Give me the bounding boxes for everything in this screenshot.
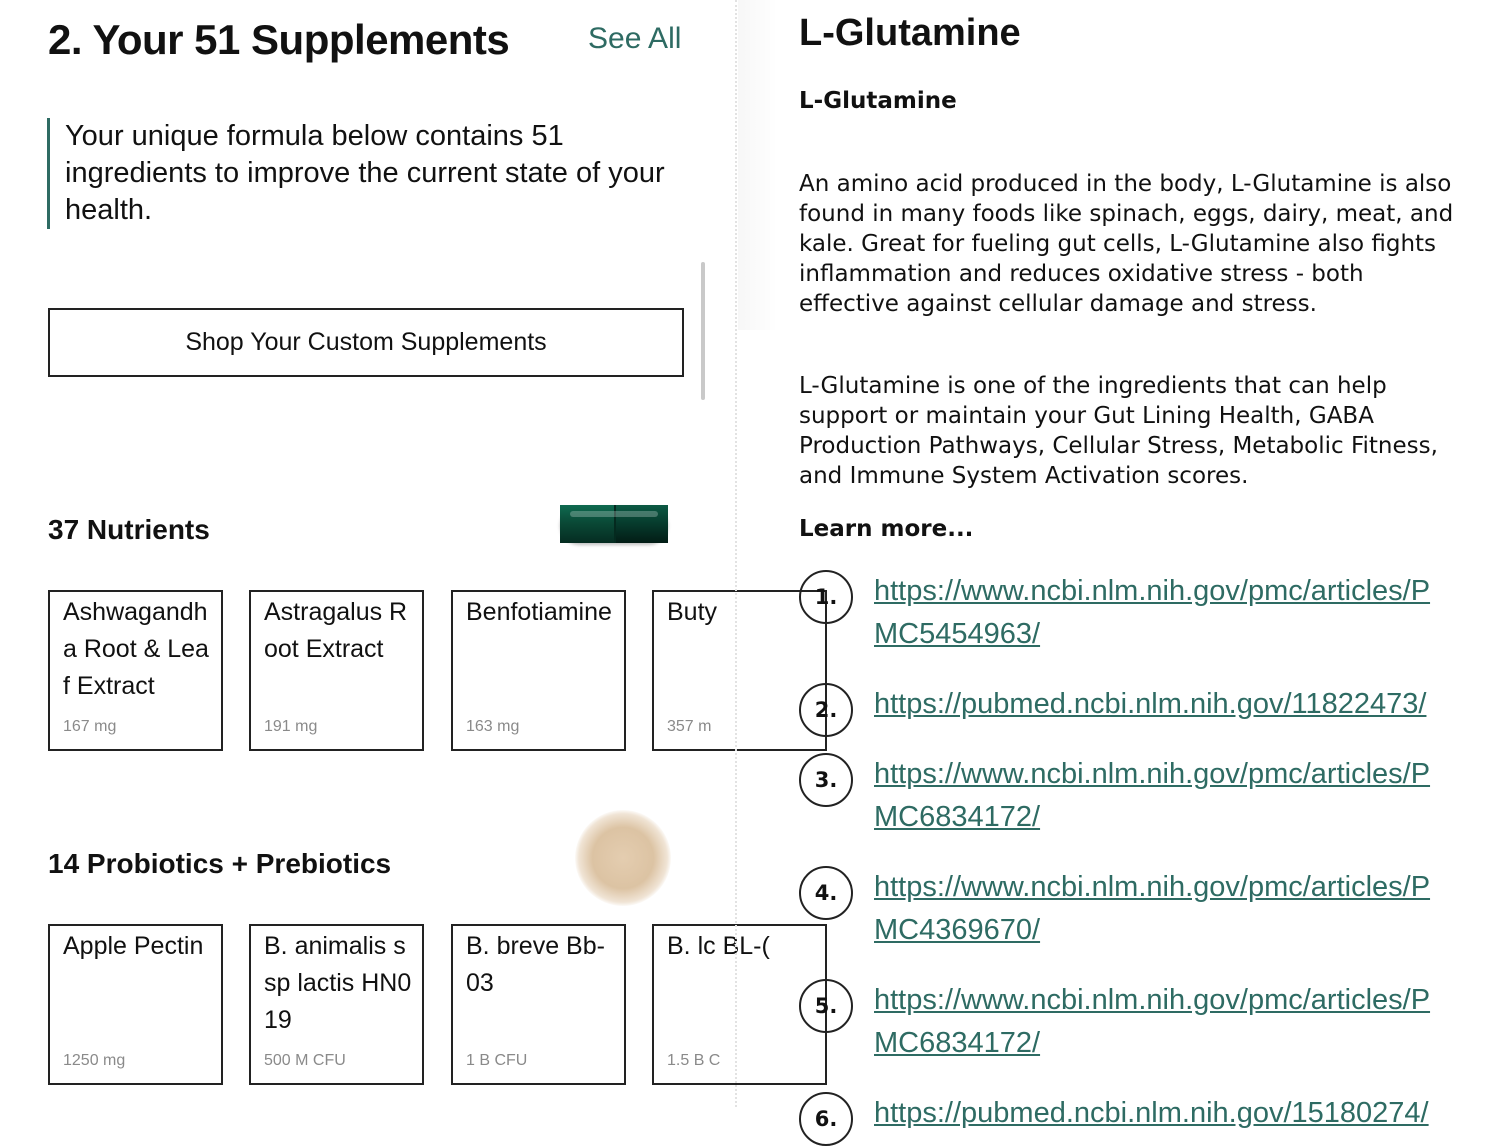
- ingredient-detail-panel: [740, 0, 1485, 1131]
- probiotics-heading: 14 Probiotics + Prebiotics: [48, 848, 392, 879]
- ingredient-name: Ashwagandha Root & Leaf Extract: [63, 598, 209, 700]
- ingredient-name: Apple Pectin: [63, 932, 204, 960]
- reference-number: 5.: [799, 979, 853, 1033]
- learn-more-heading: Learn more...: [799, 516, 974, 542]
- pane-divider: [735, 0, 737, 1107]
- ingredient-amount: 1.5 B C: [667, 1052, 721, 1069]
- ingredient-name: B. breve Bb-03: [466, 932, 605, 997]
- reference-link[interactable]: https://www.ncbi.nlm.nih.gov/pmc/articles/PMC6834172/: [874, 758, 1431, 833]
- reference-number: 2.: [799, 683, 853, 737]
- ingredient-card[interactable]: [48, 924, 223, 1085]
- reference-number: 4.: [799, 866, 853, 920]
- ingredient-card[interactable]: [48, 590, 223, 751]
- probiotics-carousel[interactable]: [48, 924, 770, 1086]
- ingredient-benefits: L-Glutamine is one of the ingredients that can help support or maintain your Gut Lining Health, GABA Production Pathways, Cellular Stress, Metabolic Fitness, and Immune System Activation scores.: [799, 373, 1438, 489]
- page-title: 2. Your 51 Supplements: [48, 16, 510, 63]
- reference-link[interactable]: https://www.ncbi.nlm.nih.gov/pmc/articles/PMC4369670/: [874, 871, 1431, 946]
- reference-link[interactable]: https://pubmed.ncbi.nlm.nih.gov/15180274/: [874, 1097, 1429, 1129]
- reference-number: 6.: [799, 1092, 853, 1146]
- ingredient-amount: 167 mg: [63, 718, 117, 735]
- ingredient-name: Buty: [667, 598, 718, 626]
- ingredient-description: An amino acid produced in the body, L-Glutamine is also found in many foods like spinach, eggs, dairy, meat, and kale. Great for fueling gut cells, L-Glutamine also fights inflammation and reduces oxidative stress - both effective against cellular damage and stress.: [799, 171, 1454, 317]
- ingredient-title: L-Glutamine: [799, 12, 1021, 54]
- capsule-image: [560, 505, 668, 543]
- nutrients-carousel[interactable]: [48, 590, 718, 752]
- ingredient-card[interactable]: [451, 590, 626, 751]
- ingredient-amount: 357 m: [667, 718, 712, 735]
- powder-image: [575, 810, 671, 906]
- reference-link[interactable]: https://www.ncbi.nlm.nih.gov/pmc/articles/PMC6834172/: [874, 984, 1431, 1059]
- ingredient-name: Astragalus Root Extract: [264, 598, 408, 663]
- reference-link[interactable]: https://www.ncbi.nlm.nih.gov/pmc/articles/PMC5454963/: [874, 575, 1431, 650]
- intro-callout: Your unique formula below contains 51 ingredients to improve the current state of your health.: [47, 118, 707, 229]
- ingredient-card[interactable]: [249, 590, 424, 751]
- ingredient-name: B. lc BL-(: [667, 932, 770, 960]
- ingredient-amount: 1250 mg: [63, 1052, 126, 1069]
- ingredient-name: B. animalis ssp lactis HN019: [264, 932, 412, 1034]
- ingredient-amount: 500 M CFU: [264, 1052, 346, 1069]
- ingredient-name: Benfotiamine: [466, 598, 612, 626]
- nutrients-heading: 37 Nutrients: [48, 514, 210, 545]
- reference-link[interactable]: https://pubmed.ncbi.nlm.nih.gov/11822473/: [874, 688, 1427, 720]
- ingredient-card[interactable]: [451, 924, 626, 1085]
- reference-number: 3.: [799, 753, 853, 807]
- scrollbar-thumb[interactable]: [701, 262, 705, 400]
- ingredient-amount: 191 mg: [264, 718, 318, 735]
- reference-number: 1.: [799, 570, 853, 624]
- ingredient-amount: 163 mg: [466, 718, 520, 735]
- ingredient-amount: 1 B CFU: [466, 1052, 528, 1069]
- ingredient-subtitle: L-Glutamine: [799, 88, 957, 114]
- ingredient-card[interactable]: [249, 924, 424, 1085]
- see-all-link[interactable]: See All: [588, 22, 682, 55]
- shop-custom-supplements-button[interactable]: Shop Your Custom Supplements: [48, 308, 684, 377]
